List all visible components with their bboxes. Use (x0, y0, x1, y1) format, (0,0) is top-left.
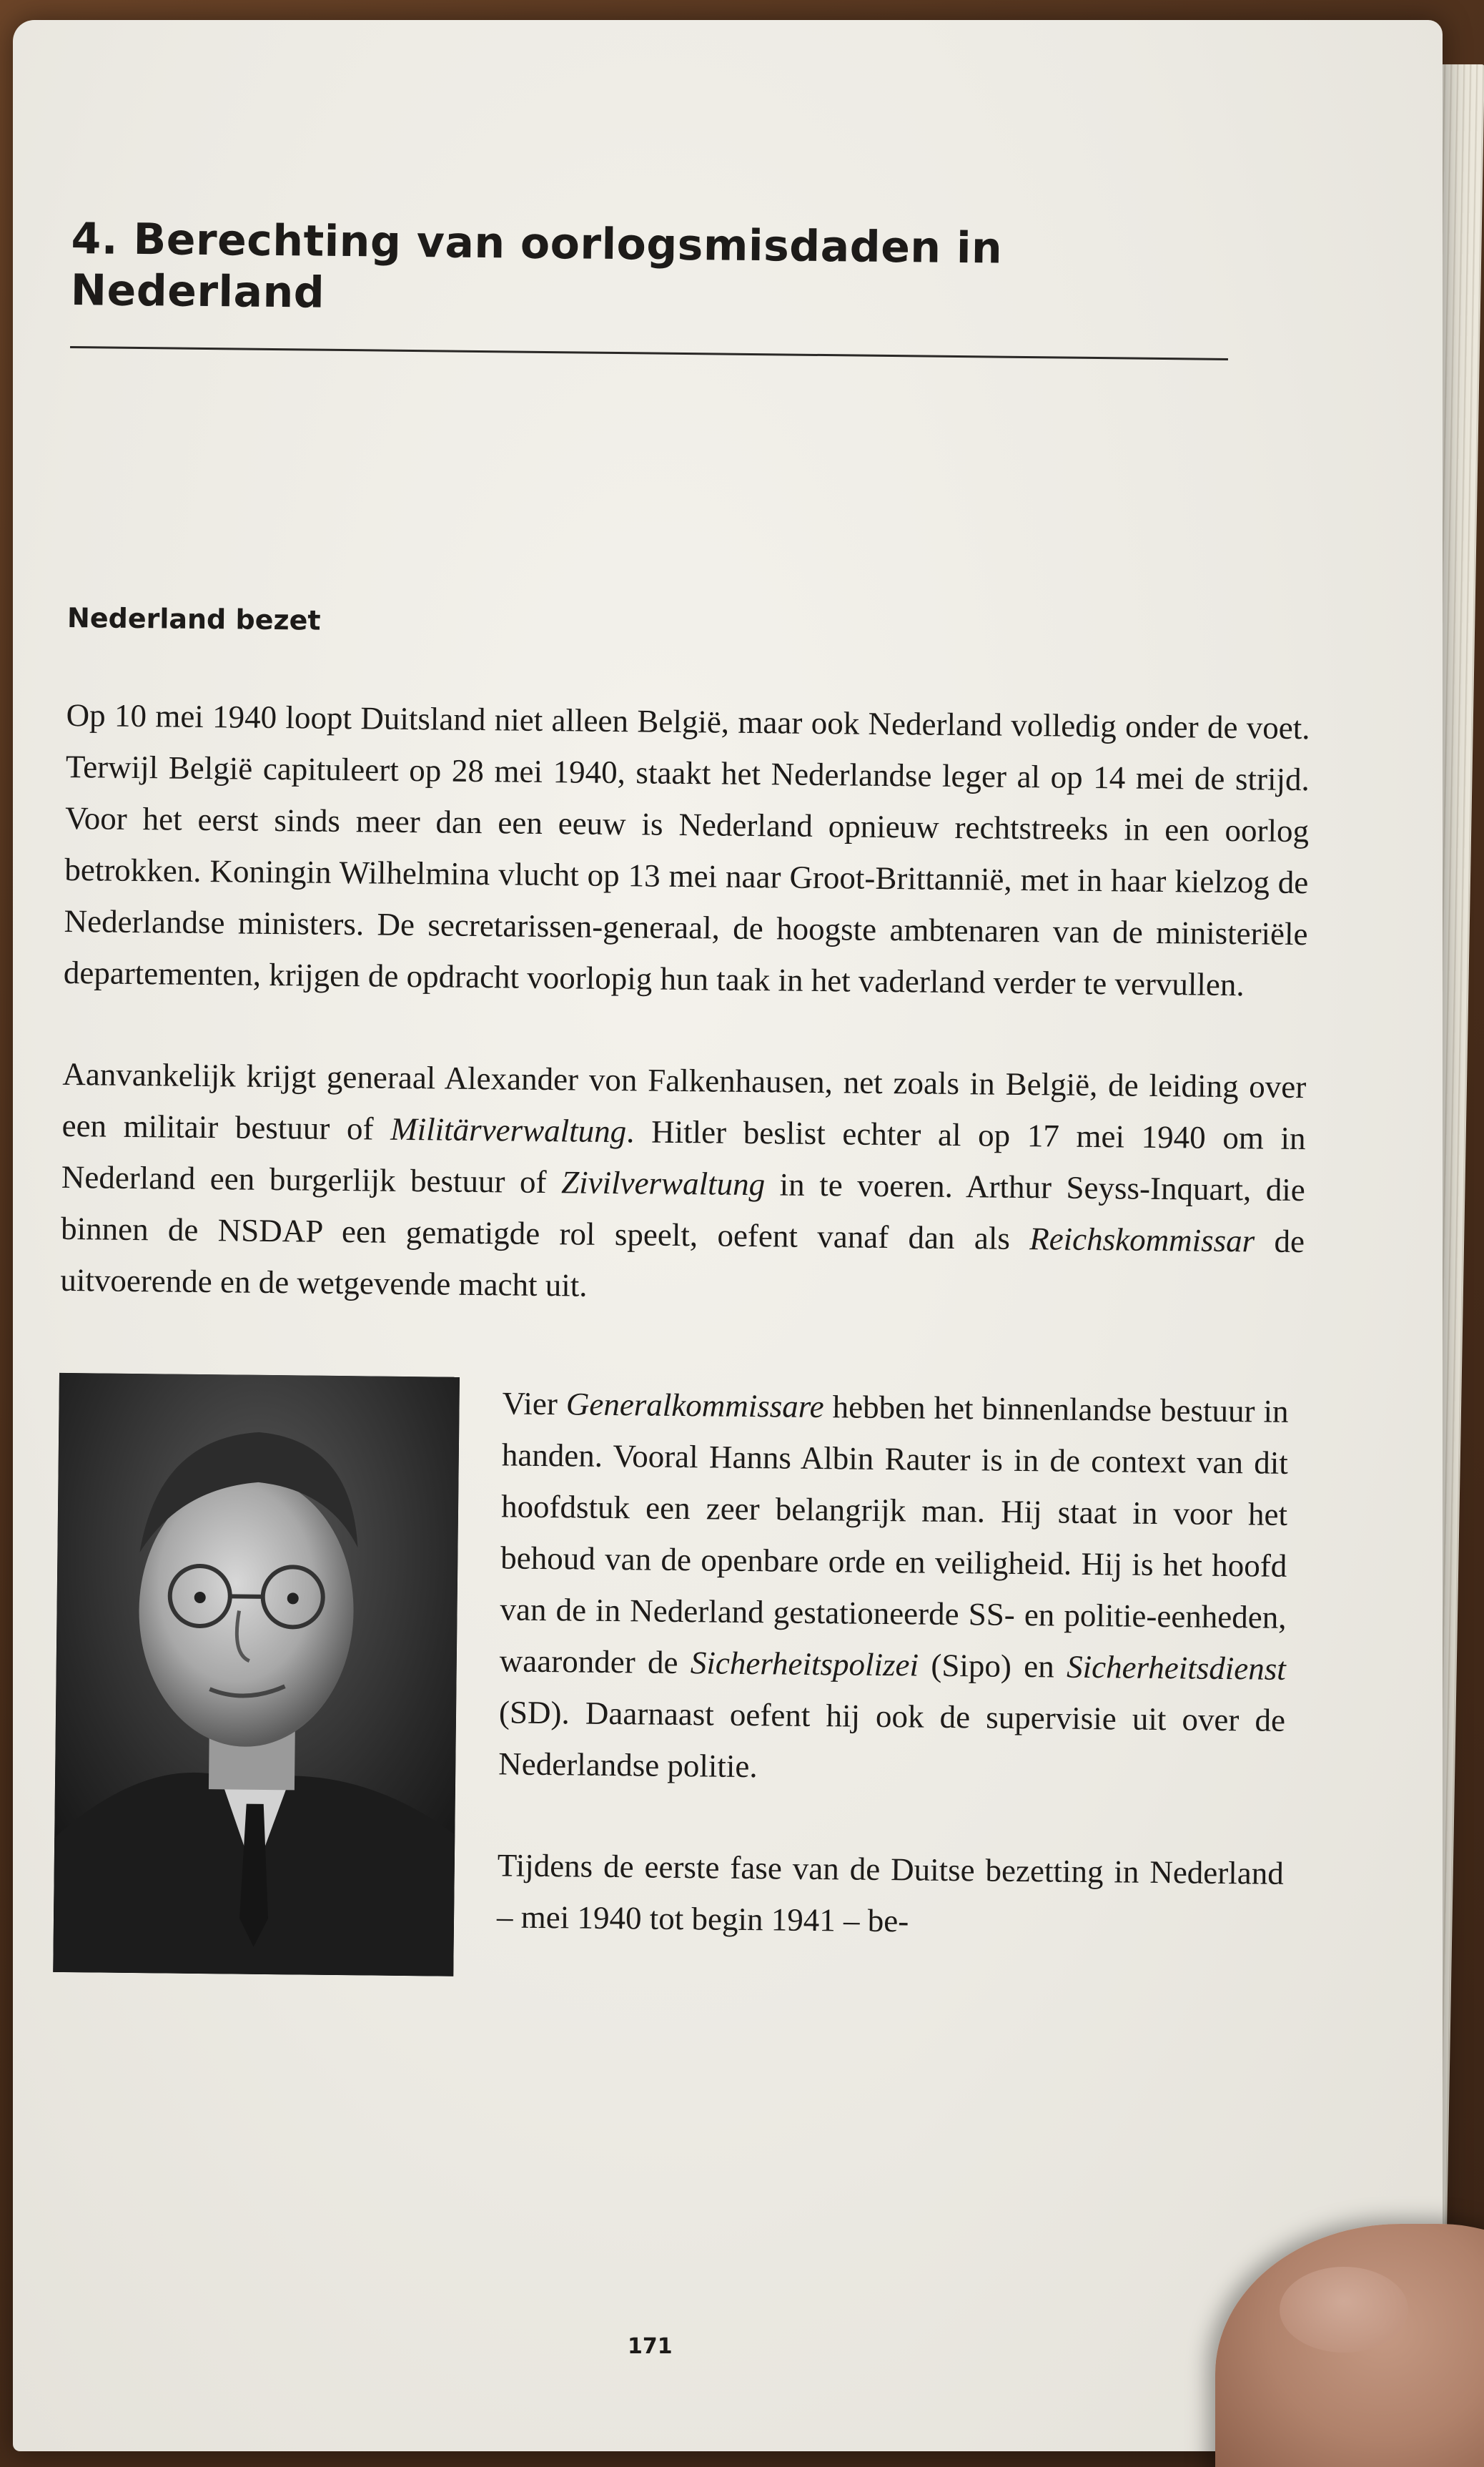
paragraph-3-text: (SD). Daarnaast oefent hij ook de supervisie uit over de Nederlandse politie. (498, 1694, 1286, 1785)
paragraph-2-text: . Hitler beslist echter al op 17 mei 1940 om in Nederland een burgerlijk bestuur of (61, 1113, 1306, 1201)
page-number: 171 (628, 2334, 673, 2359)
paragraph-2 (60, 1048, 1307, 1319)
paragraph-2-text: Aanvankelijk krijgt generaal Alexander von Falkenhausen, net zoals in België, de leiding over een militair bestuur of (61, 1055, 1307, 1147)
paragraph-2-text: in te voeren. Arthur Seyss-Inquart, die binnen de NSDAP een gematigde rol speelt, oefent vanaf dan als (60, 1166, 1306, 1257)
term-generalkommissare: Generalkommissare (565, 1386, 824, 1425)
page-content (52, 213, 1315, 2051)
paragraph-3-text: (Sipo) en (918, 1647, 1067, 1685)
section-heading: Nederland bezet (66, 601, 321, 636)
paragraph-1: Op 10 mei 1940 loopt Duitsland niet alleen België, maar ook Nederland volledig onder de voet. Terwijl België capituleert op 28 mei 1940, staakt het Nederlandse leger al op 14 mei de strijd. Voor het eerst sinds meer dan een eeuw is Nederland opnieuw rechtstreeks in een oorlog betrokken. Koningin Wilhelmina vlucht op 13 mei naar Groot-Brittannië, met in haar kielzog de Nederlandse ministers. De secretarissen-generaal, de hoogste ambtenaren van de ministeriële departementen, krijgen de opdracht voorlopig hun taak in het vaderland verder te vervullen. (63, 696, 1310, 1003)
photo-side-text (497, 1377, 1289, 1950)
title-rule (70, 346, 1228, 360)
paragraph-3-text: Vier (502, 1385, 567, 1422)
book-page (13, 20, 1443, 2451)
paragraph-4: Tijdens de eerste fase van de Duitse bezetting in Nederland – mei 1940 tot begin 1941 – be- (496, 1847, 1285, 1939)
paragraph-3 (498, 1377, 1289, 1797)
term-sicherheitsdienst: Sicherheitsdienst (1066, 1648, 1287, 1687)
term-reichskommissar: Reichskommissar (1029, 1221, 1255, 1259)
portrait-photo-icon (53, 1373, 460, 1976)
term-militarverwaltung: Militärverwaltung (390, 1111, 627, 1150)
thumb-nail (1280, 2267, 1408, 2353)
term-zivilverwaltung: Zivilverwaltung (560, 1164, 766, 1203)
paragraph-2-text: de uitvoerende en de wetgevende macht uit. (60, 1223, 1305, 1304)
portrait-photo (53, 1373, 460, 1976)
paragraph-3-text: hebben het binnenlandse bestuur in handen. Vooral Hanns Albin Rauter is in de context van dit hoofdstuk een zeer belangrijk man. Hij staat in voor het behoud van de openbare orde en veiligheid. Hij is het hoofd van de in Nederland gestationeerde SS- en politie-eenheden, waaronder de (499, 1389, 1289, 1681)
photo-row (52, 1373, 1303, 2051)
term-sicherheitspolizei: Sicherheitspolizei (690, 1645, 919, 1683)
chapter-title: 4. Berechting van oorlogsmisdaden in Nederland (70, 213, 1003, 318)
